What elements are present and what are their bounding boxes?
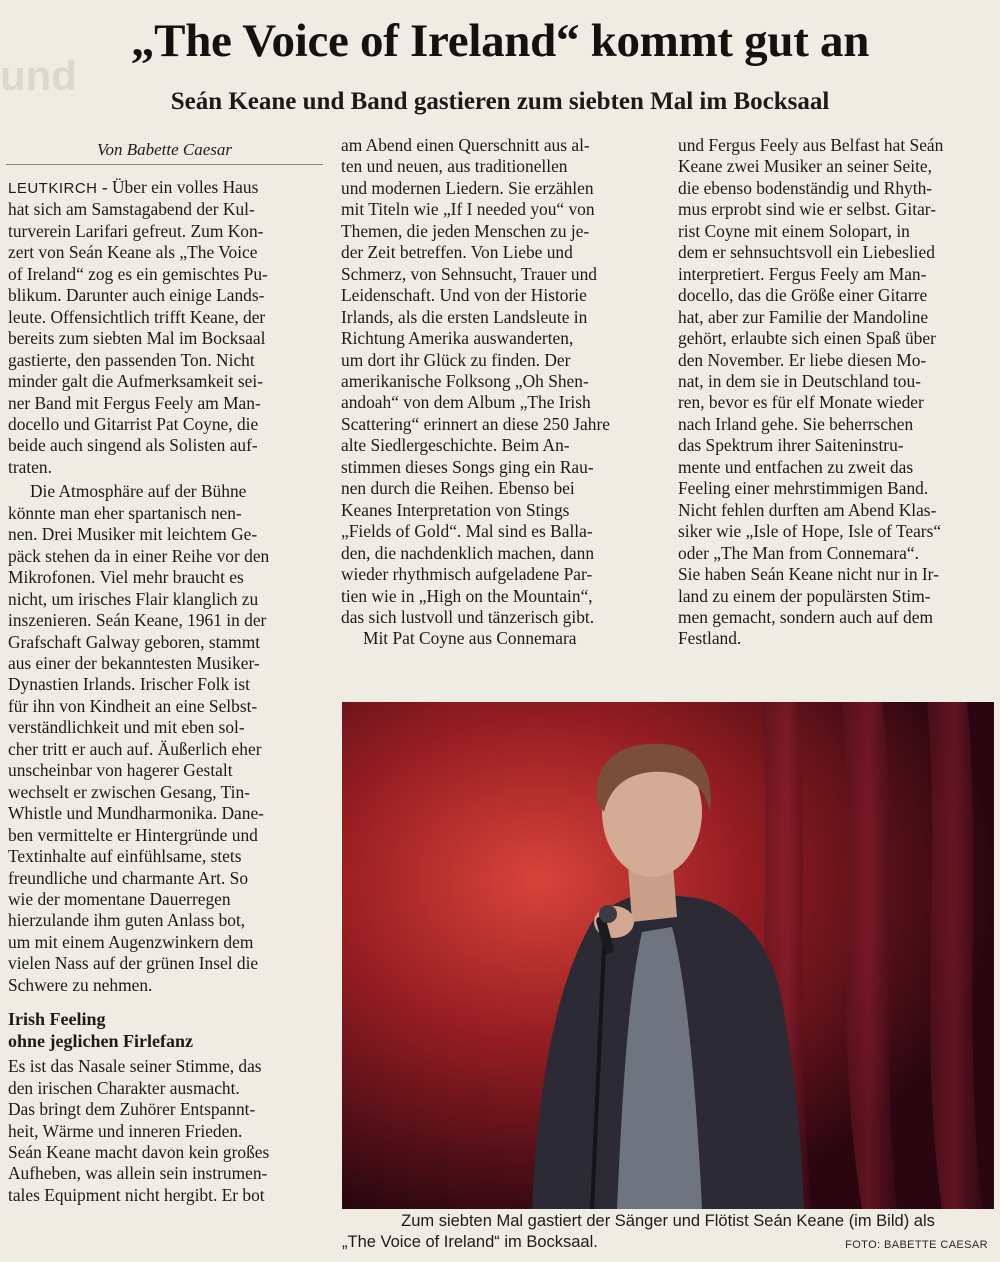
text-line: verständlichkeit und mit eben sol- (8, 717, 245, 738)
text-line: um dort ihr Glück zu finden. Der (341, 349, 571, 370)
text-line: ten und neuen, aus traditionellen (341, 156, 568, 177)
text-line: interpretiert. Fergus Feely am Man- (678, 263, 927, 284)
text-line: docello, das die Größe einer Gitarre (678, 285, 928, 306)
text-line: Seán Keane macht davon kein großes (8, 1142, 270, 1163)
section-subheading (8, 1008, 323, 1052)
text-line: oder „The Man from Connemara“. (678, 542, 919, 563)
article-column-2 (341, 135, 661, 650)
text-line: der Zeit betreffen. Von Liebe und (341, 242, 573, 263)
text-line: den November. Er liebe diesen Mo- (678, 349, 927, 370)
text-line: die ebenso bodenständig und Rhyth- (678, 177, 933, 198)
text-line: Textinhalte auf einfühlsame, stets (8, 846, 242, 867)
text-line: land zu einem der populärsten Stim- (678, 585, 931, 606)
text-line: siker wie „Isle of Hope, Isle of Tears“ (678, 521, 942, 542)
text-line: päck stehen da in einer Reihe vor den (8, 545, 270, 566)
singer-photo (342, 702, 994, 1209)
text-line: ner Band mit Fergus Feely am Man- (8, 392, 261, 413)
text-line: nach Irland gehe. Sie beherrschen (678, 413, 914, 434)
text-line: und Fergus Feely aus Belfast hat Seán (678, 135, 944, 155)
text-line: Grafschaft Galway geboren, stammt (8, 631, 261, 652)
text-line: tien wie in „High on the Mountain“, (341, 585, 593, 606)
text-line: Die Atmosphäre auf der Bühne (30, 481, 247, 502)
text-line: Mikrofonen. Viel mehr braucht es (8, 567, 244, 588)
text-line: Das bringt dem Zuhörer Entspannt- (8, 1099, 256, 1120)
text-line: blikum. Darunter auch einige Lands- (8, 285, 265, 306)
text-line: Schmerz, von Sehnsucht, Trauer und (341, 263, 598, 284)
line-with-dateline: LEUTKIRCH - Über ein volles Haus (8, 177, 259, 197)
bleed-through-text: und (0, 52, 77, 99)
text-line: könnte man eher spartanisch nen- (8, 502, 242, 523)
headline: „The Voice of Ireland“ kommt gut an (130, 15, 870, 67)
caption-line: „The Voice of Ireland“ im Bocksaal. (342, 1233, 598, 1251)
byline: Von Babette Caesar (6, 140, 323, 165)
text-line: hat, aber zur Familie der Mandoline (678, 306, 929, 327)
text-line: Nicht fehlen durften am Abend Klas- (678, 499, 937, 520)
text-line: und modernen Liedern. Sie erzählen (341, 177, 594, 198)
text-line: Scattering“ erinnert an diese 250 Jahre (341, 413, 610, 434)
paragraph-3 (8, 1056, 323, 1206)
text-line: freundliche und charmante Art. So (8, 867, 249, 888)
text-line: nicht, um irisches Flair klanglich zu (8, 588, 259, 609)
text-line: cher tritt er auch auf. Äußerlich eher (8, 738, 262, 759)
text-line: ren, bevor es für elf Monate wieder (678, 392, 924, 413)
text-line: traten. (8, 456, 52, 477)
text-line: heit, Wärme und inneren Frieden. (8, 1120, 243, 1141)
text-line: Mit Pat Coyne aus Connemara (363, 628, 577, 649)
text-line: gehört, erlaubte sich einen Spaß über (678, 328, 936, 349)
caption-line: Zum siebten Mal gastiert der Sänger und Flötist Seán Keane (im Bild) als (401, 1212, 935, 1230)
text-line: inszenieren. Seán Keane, 1961 in der (8, 610, 267, 631)
text-line: hat sich am Samstagabend der Kul- (8, 199, 255, 220)
text-line: docello und Gitarrist Pat Coyne, die (8, 413, 259, 434)
text-line: mus erprobt sind wie er selbst. Gitar- (678, 199, 937, 220)
text-line: Festland. (678, 628, 742, 649)
text-line: amerikanische Folksong „Oh Shen- (341, 370, 589, 391)
text-line: Keane zwei Musiker an seiner Seite, (678, 156, 932, 177)
text-line: wie der momentane Dauerregen (8, 888, 231, 909)
text-line: ben vermittelte er Hintergründe und (8, 824, 258, 845)
photo-credit: FOTO: BABETTE CAESAR (845, 1239, 988, 1251)
text-line: Keanes Interpretation von Stings (341, 499, 570, 520)
text-line: zert von Seán Keane als „The Voice (8, 242, 258, 263)
text-line: turverein Larifari gefreut. Zum Kon- (8, 220, 264, 241)
text-line: für ihn von Kindheit an eine Selbst- (8, 695, 258, 716)
text-line: um mit einem Augenzwinkern dem (8, 931, 254, 952)
text-line: gastierte, den passenden Ton. Nicht (8, 349, 255, 370)
dateline: LEUTKIRCH (8, 180, 98, 197)
article-column-1 (8, 177, 323, 1206)
text-line: hierzulande ihm guten Anlass bot, (8, 910, 246, 931)
text-line: stimmen dieses Songs ging ein Rau- (341, 456, 594, 477)
text-line: wechselt er zwischen Gesang, Tin- (8, 781, 250, 802)
text-line: am Abend einen Querschnitt aus al- (341, 135, 590, 155)
paragraph-1 (8, 177, 323, 478)
subheadline: Seán Keane und Band gastieren zum siebten Mal im Bocksaal (170, 88, 830, 115)
text-line: „Fields of Gold“. Mal sind es Balla- (341, 521, 593, 542)
text-line: andoah“ von dem Album „The Irish (341, 392, 591, 413)
paragraph-5 (341, 628, 661, 649)
text-line: den irischen Charakter ausmacht. (8, 1077, 240, 1098)
text-line: das sich lustvoll und tänzerisch gibt. (341, 606, 595, 627)
paragraph-6 (678, 135, 994, 650)
text-line: Leidenschaft. Und von der Historie (341, 285, 587, 306)
text-line: rist Coyne mit einem Solopart, in (678, 220, 910, 241)
paragraph-4 (341, 135, 661, 628)
text-line: men gemacht, sondern auch auf dem (678, 606, 933, 627)
text-line: mente und entfachen zu zweit das (678, 456, 914, 477)
text-line: mit Titeln wie „If I needed you“ von (341, 199, 595, 220)
text-line: beide auch singend als Solisten auf- (8, 435, 258, 456)
text-line: aus einer der bekanntesten Musiker- (8, 652, 260, 673)
subheading-line: Irish Feeling (8, 1009, 106, 1030)
text-line: Feeling einer mehrstimmigen Band. (678, 478, 929, 499)
stage-illustration (342, 702, 994, 1209)
text-line: Whistle und Mundharmonika. Dane- (8, 803, 264, 824)
text-line: bereits zum siebten Mal im Bocksaal (8, 328, 266, 349)
text-line: Richtung Amerika auswanderten, (341, 328, 574, 349)
text-line: minder galt die Aufmerksamkeit sei- (8, 371, 263, 392)
text-line: Es ist das Nasale seiner Stimme, das (8, 1056, 262, 1077)
text-line: den, die nachdenklich machen, dann (341, 542, 595, 563)
paragraph-2 (8, 481, 323, 996)
text-line: Sie haben Seán Keane nicht nur in Ir- (678, 564, 939, 585)
subheading-line: ohne jeglichen Firlefanz (8, 1031, 193, 1052)
text-line: nen. Drei Musiker mit leichtem Ge- (8, 524, 258, 545)
text-line: vielen Nass auf der grünen Insel die (8, 953, 259, 974)
text-line: Themen, die jeden Menschen zu je- (341, 220, 590, 241)
article-column-3 (678, 135, 994, 650)
text-line: alte Siedlergeschichte. Beim An- (341, 435, 570, 456)
text-line: wieder rhythmisch aufgeladene Par- (341, 564, 593, 585)
text-line: of Ireland“ zog es ein gemischtes Pu- (8, 263, 268, 284)
text-line: unscheinbar von hagerer Gestalt (8, 760, 233, 781)
text-line: Dynastien Irlands. Irischer Folk ist (8, 674, 250, 695)
text-line: tales Equipment nicht hergibt. Er bot (8, 1184, 265, 1205)
text-line: Schwere zu nehmen. (8, 974, 153, 995)
text-line: Irlands, als die ersten Landsleute in (341, 306, 588, 327)
text-line: das Spektrum ihrer Saiteninstru- (678, 435, 904, 456)
text-line: dem er sehnsuchtsvoll ein Liebeslied (678, 242, 935, 263)
text-line: Aufheben, was allein sein instrumen- (8, 1163, 268, 1184)
text-line: leute. Offensichtlich trifft Keane, der (8, 306, 266, 327)
text-line: nat, in dem sie in Deutschland tou- (678, 370, 921, 391)
text-line: nen durch die Reihen. Ebenso bei (341, 478, 575, 499)
